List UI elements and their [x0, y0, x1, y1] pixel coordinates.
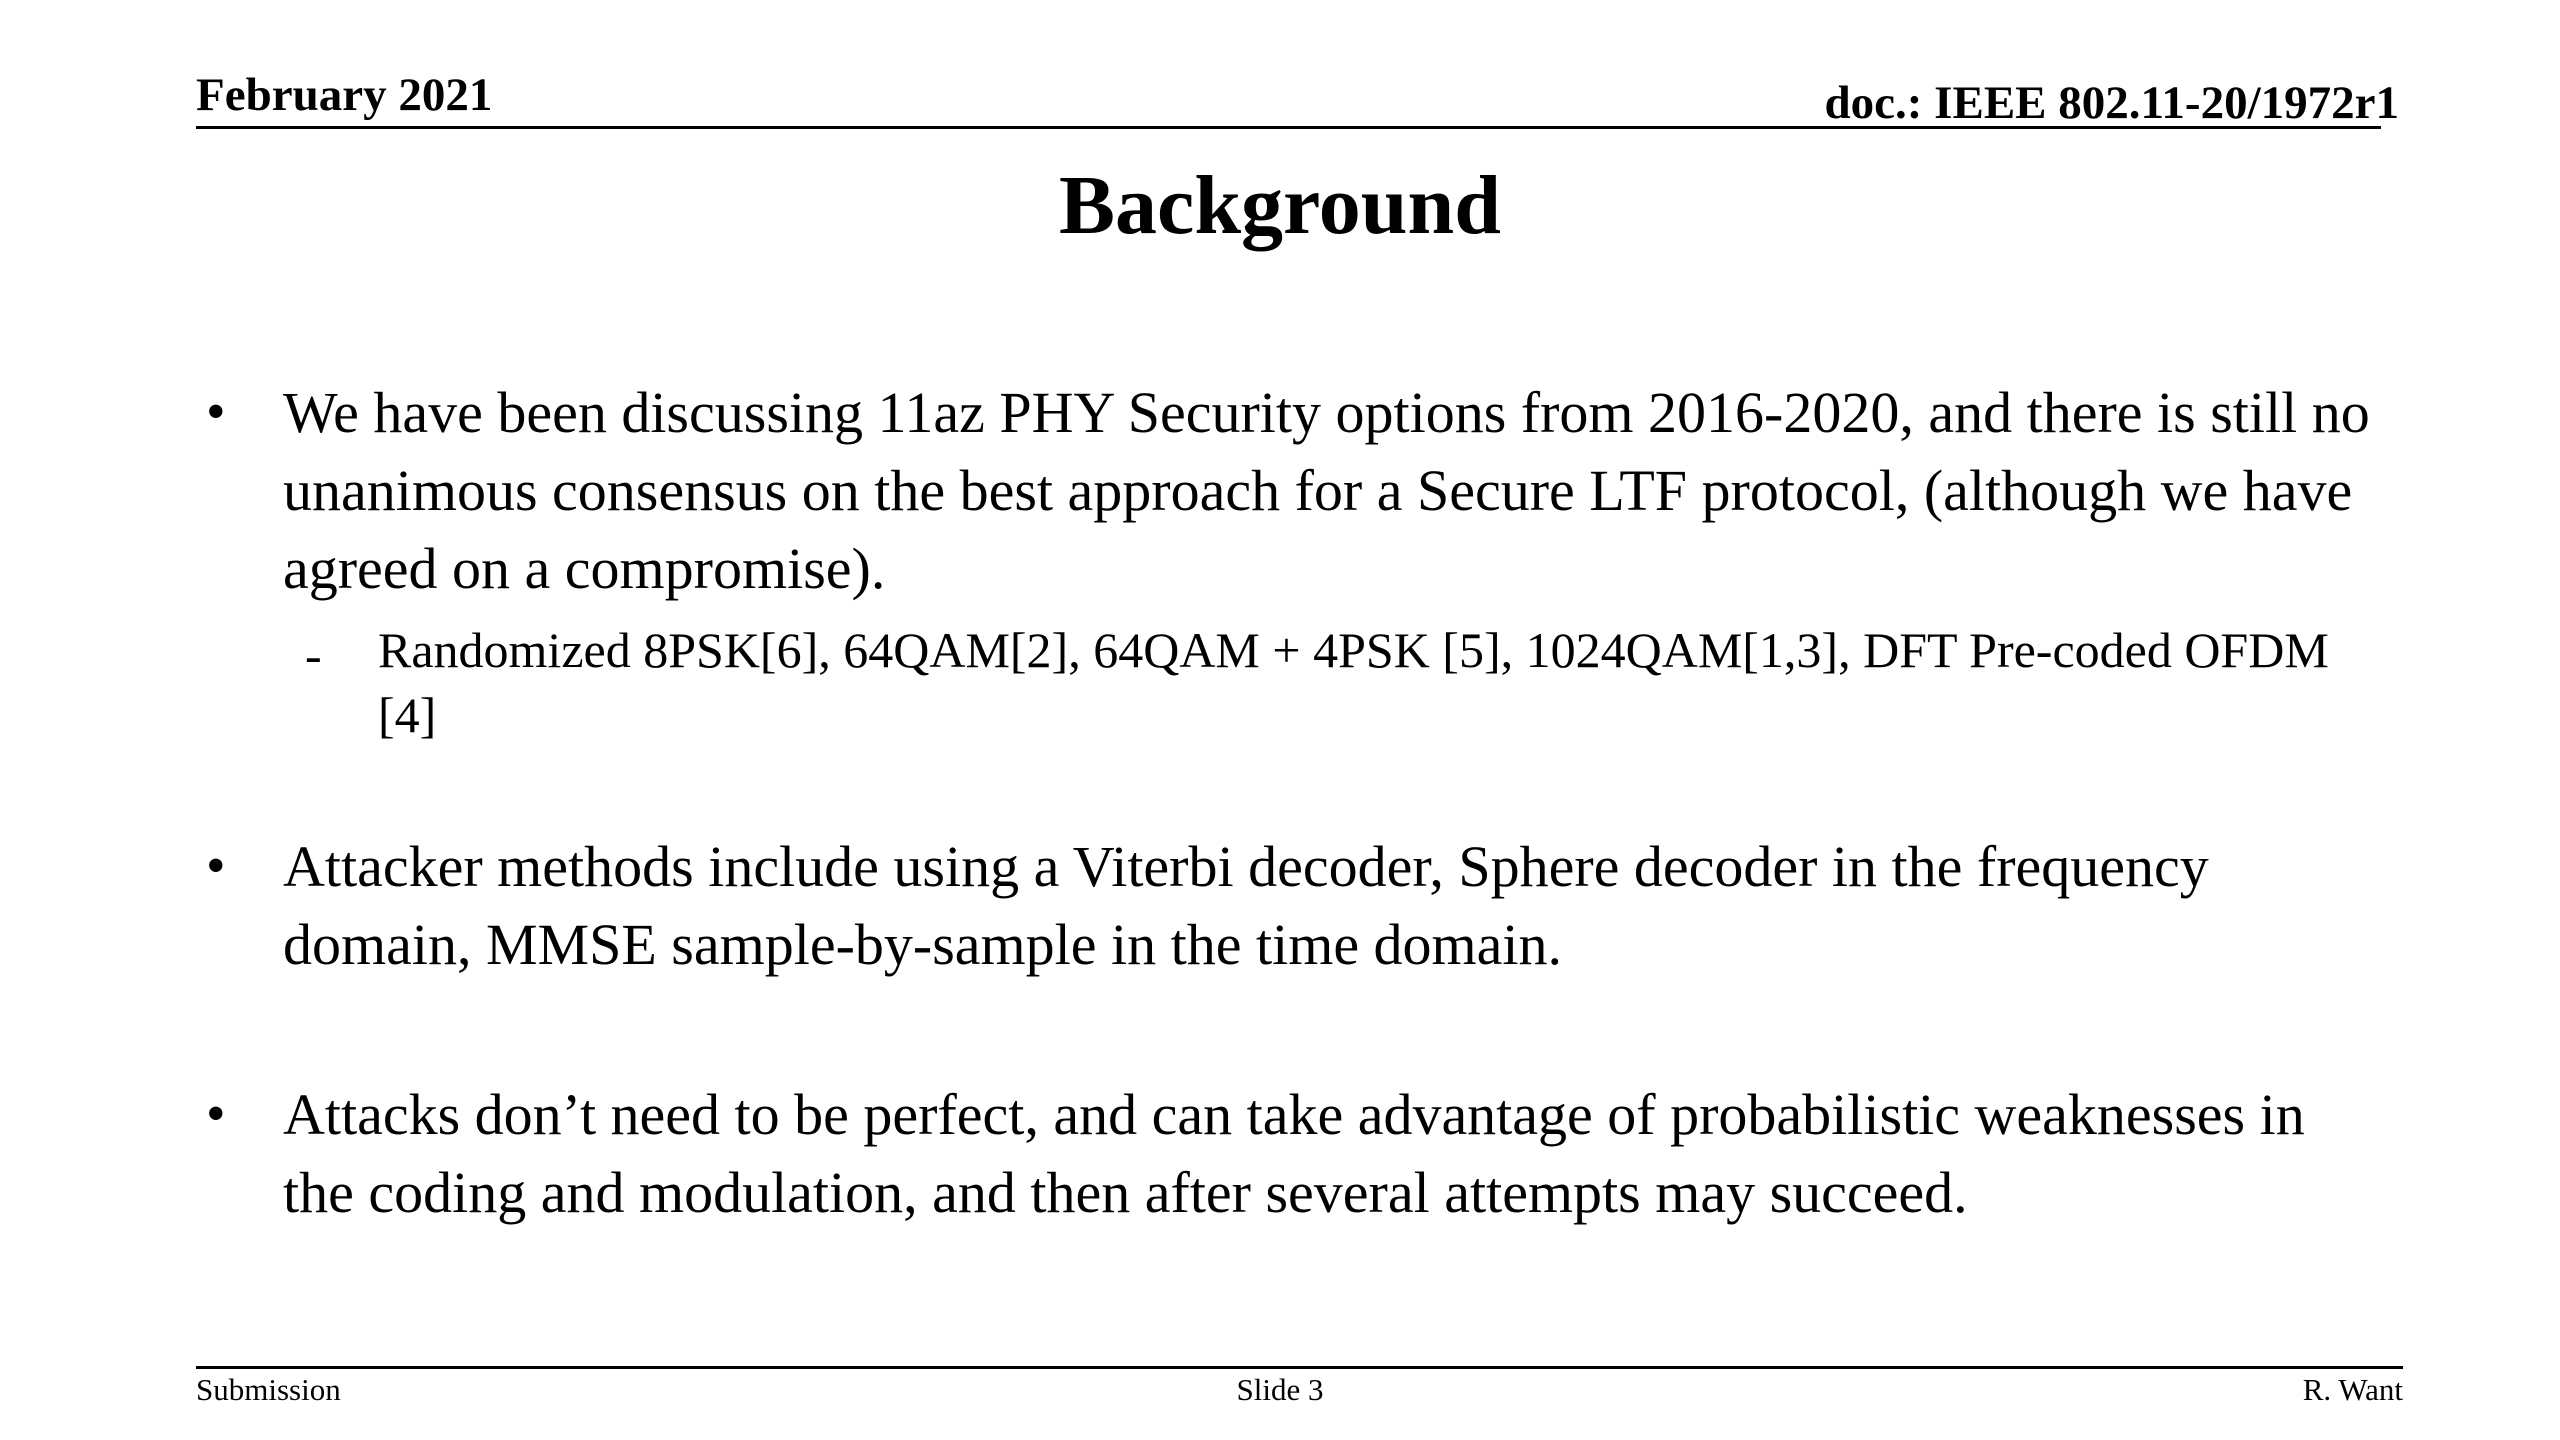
sub-bullet-text-1: Randomized 8PSK[6], 64QAM[2], 64QAM + 4PSK [5], 1024QAM[1,3], DFT Pre-coded OFDM [4]: [378, 622, 2329, 743]
bullet-text-2: Attacker methods include using a Viterbi decoder, Sphere decoder in the frequency domain, MMSE sample-by-sample in the time domain.: [283, 834, 2209, 977]
footer-slide-number: Slide 3: [1236, 1372, 1324, 1407]
sub-bullet-marker: -: [305, 627, 322, 683]
footer-divider: [196, 1366, 2403, 1369]
bullet-text-3: Attacks don’t need to be perfect, and can take advantage of probabilistic weaknesses in the coding and modulation, and then after several attempts may succeed.: [283, 1082, 2305, 1225]
header-date: February 2021: [196, 69, 493, 121]
bullet-text-1: We have been discussing 11az PHY Security options from 2016-2020, and there is still no unanimous consensus on the best approach for a Secure LTF protocol, (although we have agreed on a compromise).: [283, 380, 2370, 601]
bullet-marker: •: [206, 835, 226, 897]
bullet-marker: •: [206, 1083, 226, 1145]
slide-title: Background: [1059, 159, 1501, 252]
bullet-marker: •: [206, 381, 226, 443]
header-doc-id: doc.: IEEE 802.11-20/1972r1: [1824, 77, 2399, 129]
footer-author: R. Want: [2302, 1372, 2403, 1407]
footer-submission: Submission: [196, 1372, 341, 1407]
